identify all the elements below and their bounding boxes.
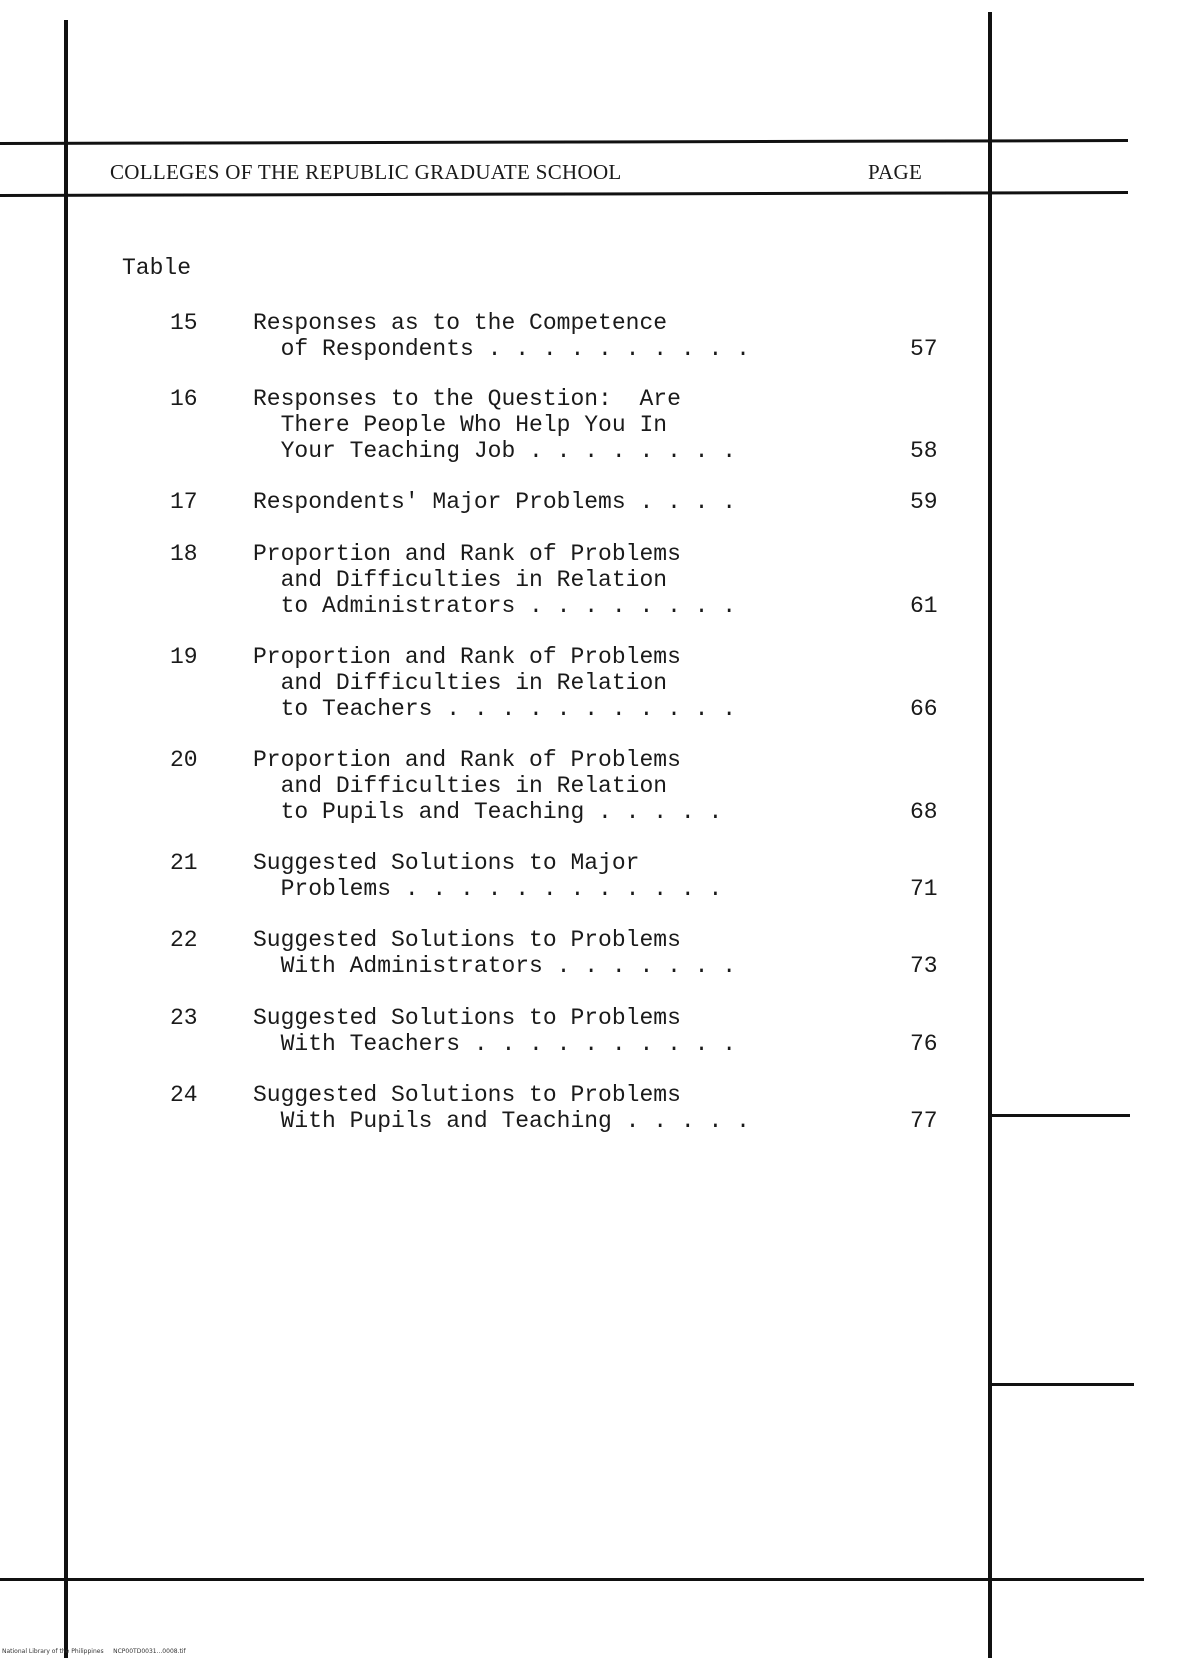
table-title-line: Your Teaching Job . . . . . . . . (253, 438, 737, 464)
page-number: 58 (910, 438, 938, 464)
table-number: 16 (170, 386, 198, 412)
table-title-line: Suggested Solutions to Problems (253, 1082, 681, 1108)
page-number: 59 (910, 489, 938, 515)
page-number: 77 (910, 1108, 938, 1134)
page-number: 57 (910, 336, 938, 362)
page-number: 68 (910, 799, 938, 825)
table-title (253, 1005, 736, 1057)
page-number: 71 (910, 876, 938, 902)
table-title-line: Proportion and Rank of Problems (253, 541, 681, 567)
header-bottom-rule (0, 191, 1128, 197)
table-number: 21 (170, 850, 198, 876)
table-title-line: and Difficulties in Relation (253, 567, 668, 593)
page-column-label: PAGE (868, 160, 923, 184)
table-number: 24 (170, 1082, 198, 1108)
table-title-line: Problems . . . . . . . . . . . . (253, 876, 723, 902)
table-title (253, 541, 736, 619)
table-title-line: With Pupils and Teaching . . . . . (253, 1108, 750, 1134)
table-title-line: and Difficulties in Relation (253, 670, 668, 696)
table-title (253, 310, 750, 362)
table-title (253, 747, 722, 825)
table-title (253, 1082, 750, 1134)
page-number: 73 (910, 953, 938, 979)
table-title-line: With Administrators . . . . . . . (253, 953, 737, 979)
table-number: 15 (170, 310, 198, 336)
table-column-label: Table (122, 255, 192, 281)
table-title-line: Suggested Solutions to Major (253, 850, 640, 876)
table-title-line: There People Who Help You In (253, 412, 668, 438)
table-title-line: Proportion and Rank of Problems (253, 747, 681, 773)
scan-footer-note: National Library of the Philippines NCP00TD0031...0008.tif (2, 1648, 186, 1655)
table-number: 17 (170, 489, 198, 515)
right-margin-mark-1 (992, 1114, 1130, 1117)
bottom-rule (0, 1578, 1144, 1581)
table-title-line: Suggested Solutions to Problems (253, 1005, 681, 1031)
table-title-line: to Administrators . . . . . . . . (253, 593, 737, 619)
table-title-line: Responses as to the Competence (253, 310, 668, 336)
page-header (110, 160, 940, 190)
table-title-line: Proportion and Rank of Problems (253, 644, 681, 670)
table-number: 20 (170, 747, 198, 773)
table-title-line: Suggested Solutions to Problems (253, 927, 681, 953)
table-title-line: Respondents' Major Problems . . . . (253, 489, 737, 515)
table-title-line: and Difficulties in Relation (253, 773, 668, 799)
table-title-line: Responses to the Question: Are (253, 386, 681, 412)
header-top-rule (0, 139, 1128, 145)
school-name: COLLEGES OF THE REPUBLIC GRADUATE SCHOOL (110, 160, 622, 184)
table-number: 18 (170, 541, 198, 567)
table-title-line: of Respondents . . . . . . . . . . (253, 336, 750, 362)
table-title (253, 644, 736, 722)
table-title-line: With Teachers . . . . . . . . . . (253, 1031, 737, 1057)
left-vertical-rule (64, 20, 68, 1658)
table-title (253, 386, 736, 464)
page-number: 76 (910, 1031, 938, 1057)
page-number: 61 (910, 593, 938, 619)
page-number: 66 (910, 696, 938, 722)
right-margin-mark-2 (992, 1383, 1134, 1386)
table-title (253, 850, 722, 902)
table-title (253, 489, 736, 515)
table-title-line: to Teachers . . . . . . . . . . . (253, 696, 737, 722)
table-number: 23 (170, 1005, 198, 1031)
table-number: 19 (170, 644, 198, 670)
table-title-line: to Pupils and Teaching . . . . . (253, 799, 723, 825)
table-title (253, 927, 736, 979)
table-number: 22 (170, 927, 198, 953)
right-vertical-rule (988, 12, 992, 1658)
